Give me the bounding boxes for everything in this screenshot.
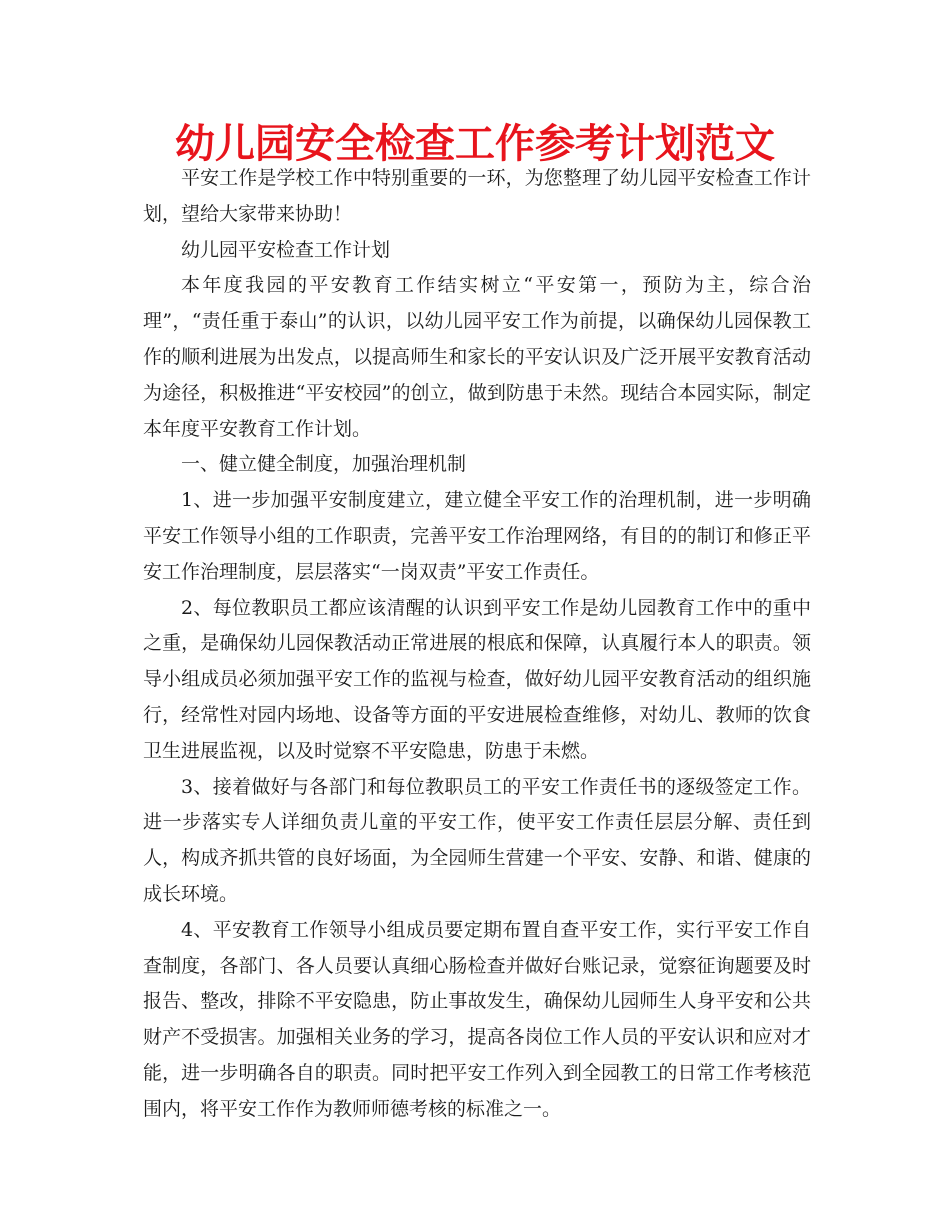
section-heading: 一、健立健全制度，加强治理机制 bbox=[181, 453, 467, 476]
item-paragraph-2: 2、每位教职员工都应该清醒的认识到平安工作是幼儿园教育工作中的重中之重，是确保幼儿园保教活动正常进展的根底和保障，认真履行本人的职责。领导小组成员必须加强平安工作的监视与检查，做好幼儿园平安教育活动的组织施行，经常性对园内场地、设备等方面的平安进展检查维修，对幼儿、教师的饮食卫生进展监视，以及时觉察不平安隐患，防患于未燃。 bbox=[143, 596, 811, 762]
intro-paragraph: 平安工作是学校工作中特别重要的一环，为您整理了幼儿园平安检查工作计划，望给大家带来协助！ bbox=[143, 167, 811, 225]
subtitle-paragraph: 幼儿园平安检查工作计划 bbox=[181, 238, 391, 261]
page-title: 幼儿园安全检查工作参考计划范文 bbox=[175, 121, 775, 167]
document-body bbox=[143, 161, 811, 1128]
overview-paragraph: 本年度我园的平安教育工作结实树立“平安第一，预防为主，综合治理”，“责任重于泰山”的认识，以幼儿园平安工作为前提，以确保幼儿园保教工作的顺利进展为出发点，以提高师生和家长的平安认识及广泛开展平安教育活动为途径，积极推进“平安校园”的创立，做到防患于未然。现结合本园实际，制定本年度平安教育工作计划。 bbox=[143, 274, 811, 440]
item-paragraph-1: 1、进一步加强平安制度建立，建立健全平安工作的治理机制，进一步明确平安工作领导小组的工作职责，完善平安工作治理网络，有目的的制订和修正平安工作治理制度，层层落实“一岗双责”平安工作责任。 bbox=[143, 489, 811, 583]
item-paragraph-4: 4、平安教育工作领导小组成员要定期布置自查平安工作，实行平安工作自查制度，各部门、各人员要认真细心肠检查并做好台账记录，觉察征询题要及时报告、整改，排除不平安隐患，防止事故发生，确保幼儿园师生人身平安和公共财产不受损害。加强相关业务的学习，提高各岗位工作人员的平安认识和应对才能，进一步明确各自的职责。同时把平安工作列入到全园教工的日常工作考核范围内，将平安工作作为教师师德考核的标准之一。 bbox=[143, 918, 811, 1120]
item-paragraph-3: 3、接着做好与各部门和每位教职员工的平安工作责任书的逐级签定工作。进一步落实专人详细负责儿童的平安工作，使平安工作责任层层分解、责任到人，构成齐抓共管的良好场面，为全园师生营建一个平安、安静、和谐、健康的成长环境。 bbox=[143, 775, 811, 905]
